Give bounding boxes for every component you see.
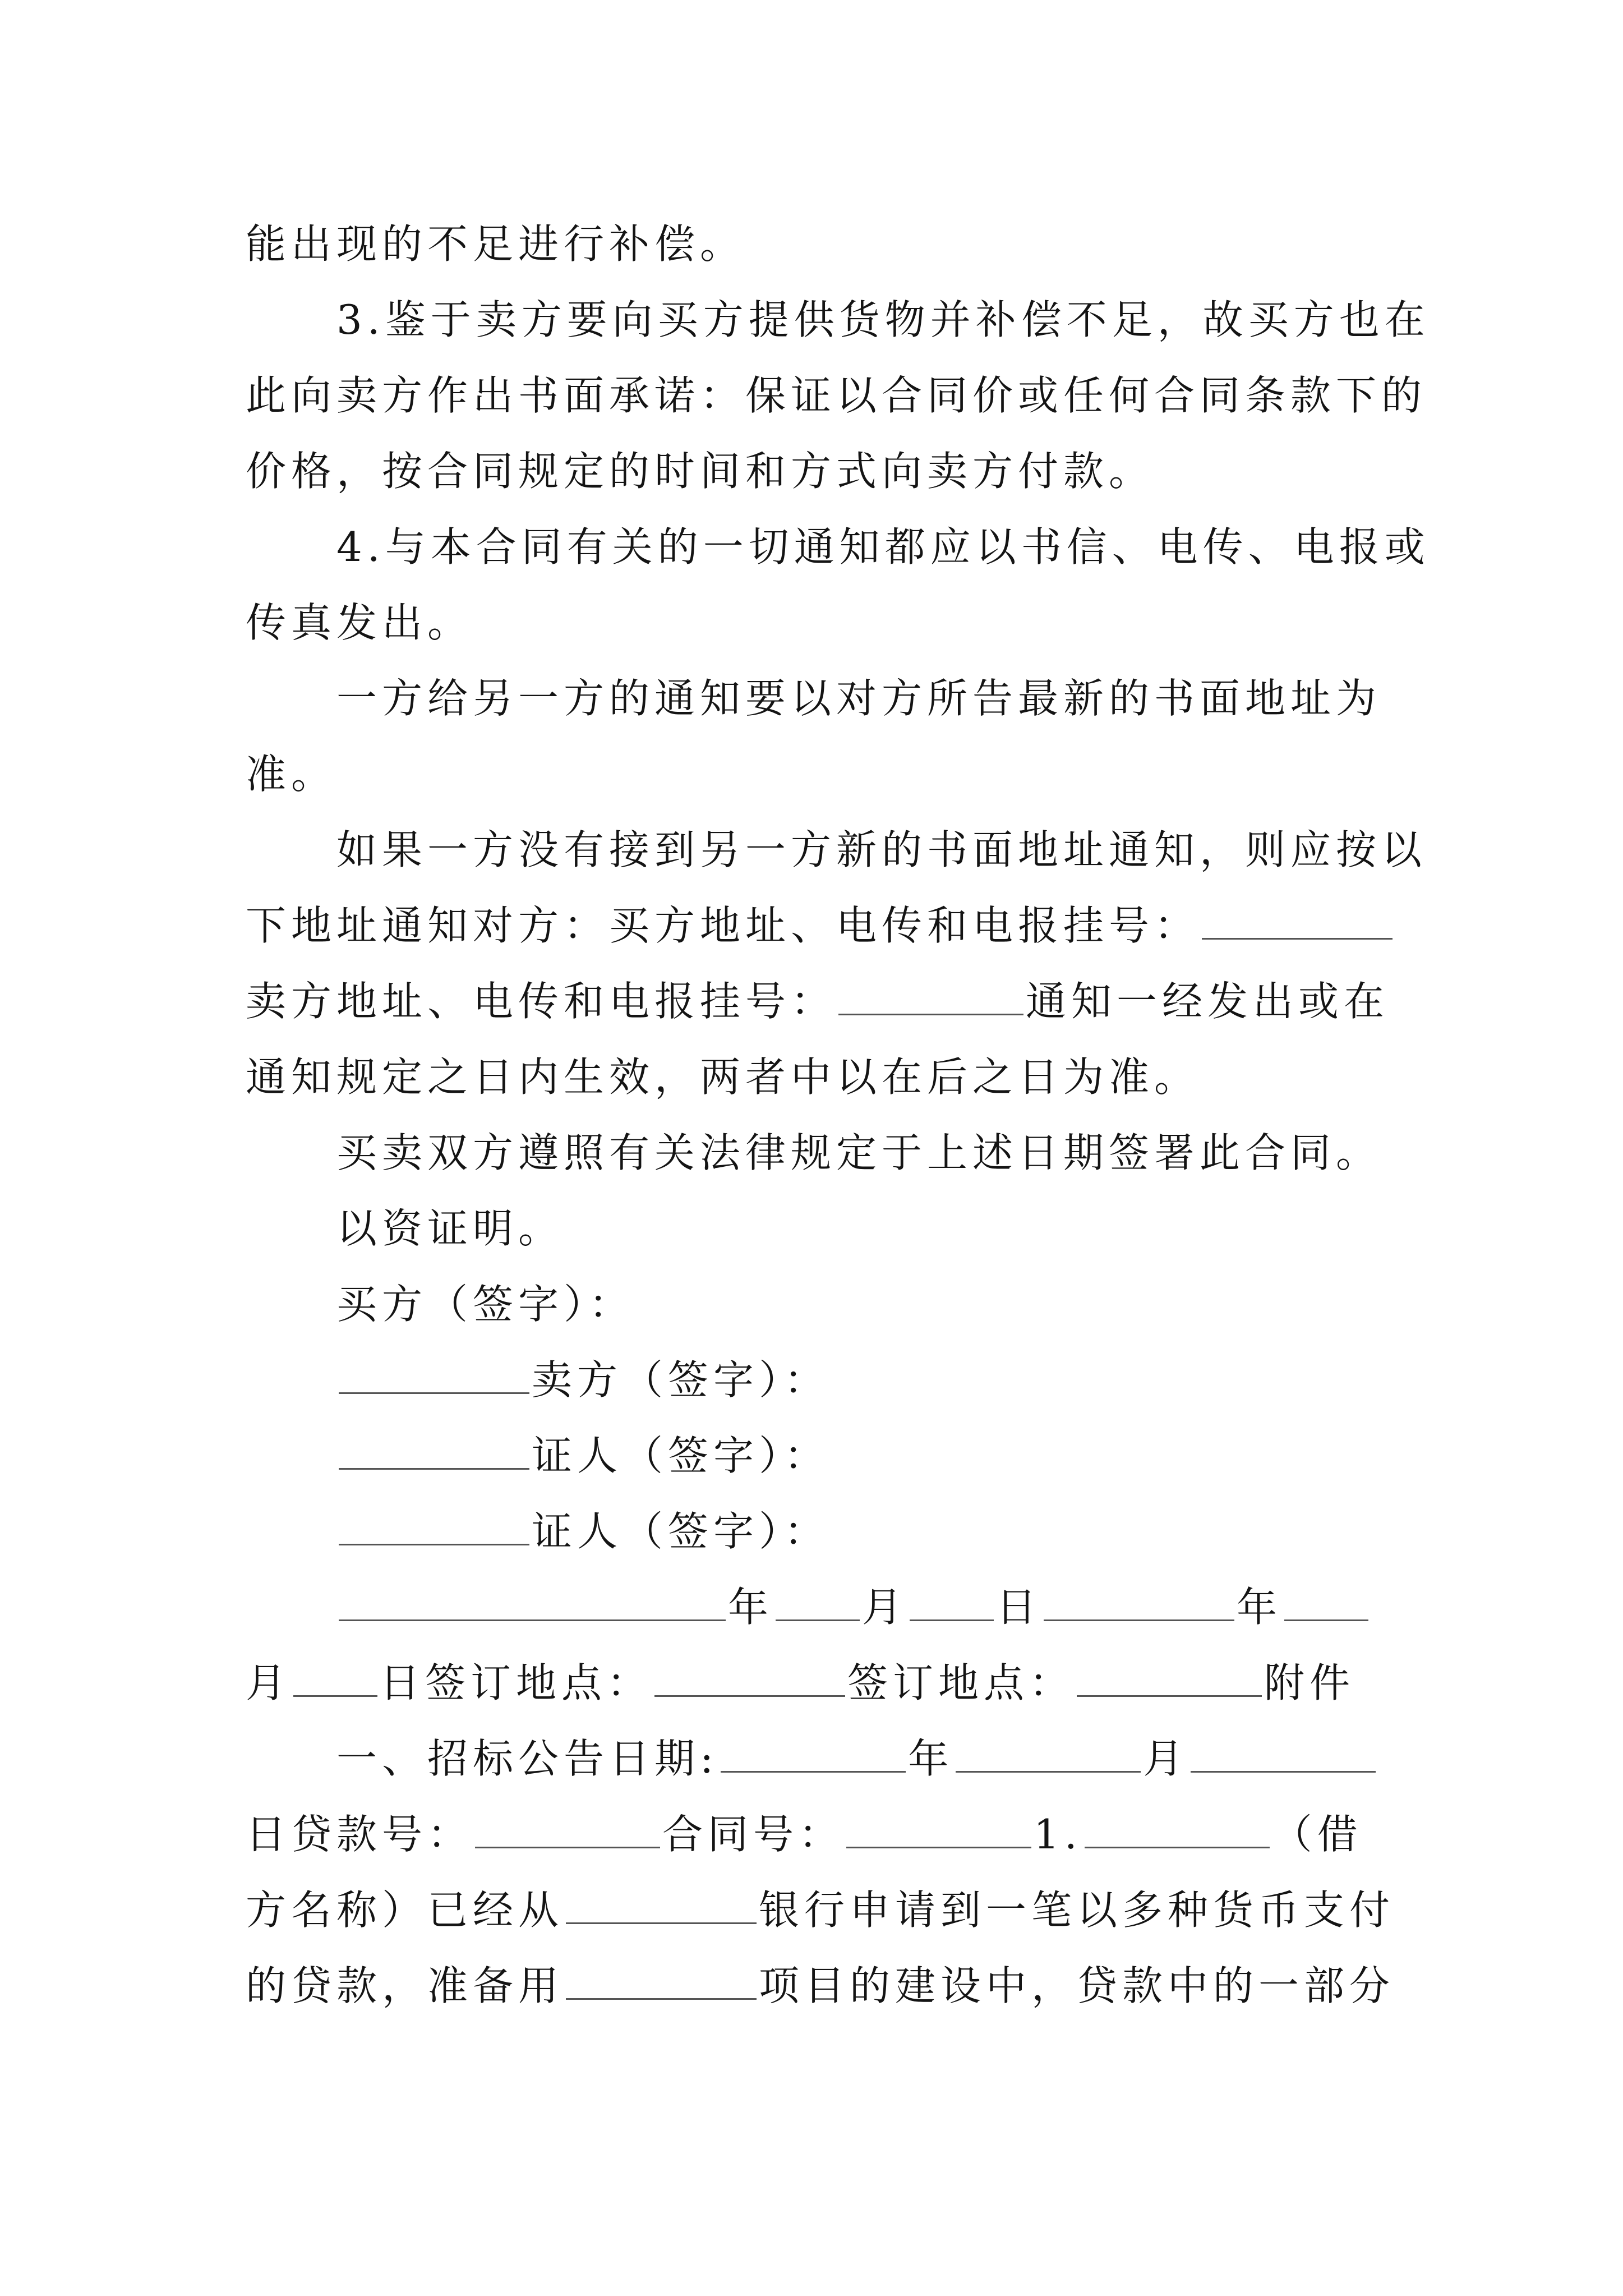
text-line: 此向卖方作出书面承诺：保证以合同价或任何合同条款下的 <box>246 372 1427 419</box>
buyer-signature-label: 买方（签字）： <box>336 1281 635 1328</box>
text-line: 价格，按合同规定的时间和方式向卖方付款。 <box>246 448 1155 495</box>
date-line: 年 月 日 年 <box>336 1579 1378 1635</box>
text-line: 能出现的不足进行补偿。 <box>246 220 746 268</box>
text-line: 的贷款，准备用 项目的建设中，贷款中的一部分 <box>246 1962 1395 2009</box>
clause-4-line-1: 4.与本合同有关的一切通知都应以书信、电传、电报或 <box>336 523 1430 570</box>
fill-blank[interactable] <box>1077 1663 1262 1697</box>
fill-blank[interactable] <box>654 1663 845 1697</box>
fill-blank[interactable] <box>838 981 1023 1015</box>
text-line: 以资证明。 <box>336 1205 564 1252</box>
signature-blank[interactable] <box>339 1435 529 1470</box>
fill-blank[interactable] <box>293 1663 377 1697</box>
fill-blank[interactable] <box>846 1814 1031 1848</box>
text-line: 传真发出。 <box>246 599 473 646</box>
fill-blank[interactable] <box>1044 1587 1234 1621</box>
text-line: 方名称）已经从 银行申请到一笔以多种货币支付 <box>246 1887 1395 1934</box>
signature-blank[interactable] <box>339 1360 529 1394</box>
signature-blank[interactable] <box>339 1511 529 1545</box>
fill-blank[interactable] <box>721 1738 906 1773</box>
seller-signature-line: 卖方（签字）： <box>336 1352 1378 1408</box>
fill-blank[interactable] <box>1202 905 1393 940</box>
fill-blank[interactable] <box>566 1890 757 1924</box>
witness-signature-line: 证人（签字）： <box>336 1503 1378 1559</box>
fill-blank[interactable] <box>566 1966 757 2000</box>
fill-blank[interactable] <box>1191 1738 1376 1773</box>
fill-blank[interactable] <box>1085 1814 1270 1848</box>
fill-blank[interactable] <box>339 1587 726 1621</box>
signing-place-line: 月 日签订地点： 签订地点： 附件 <box>246 1659 1355 1706</box>
fill-blank[interactable] <box>956 1738 1141 1773</box>
text-line: 一方给另一方的通知要以对方所告最新的书面地址为 <box>336 675 1382 722</box>
clause-3-line-1: 3.鉴于卖方要向买方提供货物并补偿不足，故买方也在 <box>336 296 1430 343</box>
loan-number-line: 日贷款号： 合同号： 1. （借 <box>246 1811 1363 1858</box>
fill-blank[interactable] <box>475 1814 660 1848</box>
tender-notice-date-line: 一、招标公告日期: 年 月 <box>336 1731 1378 1787</box>
witness-signature-line: 证人（签字）： <box>336 1428 1378 1484</box>
fill-blank[interactable] <box>1284 1587 1368 1621</box>
fill-blank[interactable] <box>776 1587 860 1621</box>
text-line: 通知规定之日内生效，两者中以在后之日为准。 <box>246 1053 1200 1101</box>
text-line: 准。 <box>246 751 337 798</box>
text-line: 买卖双方遵照有关法律规定于上述日期签署此合同。 <box>336 1129 1382 1176</box>
text-line: 如果一方没有接到另一方新的书面地址通知，则应按以 <box>336 826 1427 873</box>
fill-blank[interactable] <box>910 1587 994 1621</box>
text-line: 卖方地址、电传和电报挂号： 通知一经发出或在 <box>246 978 1390 1025</box>
text-line: 下地址通知对方：买方地址、电传和电报挂号： <box>246 898 1378 954</box>
